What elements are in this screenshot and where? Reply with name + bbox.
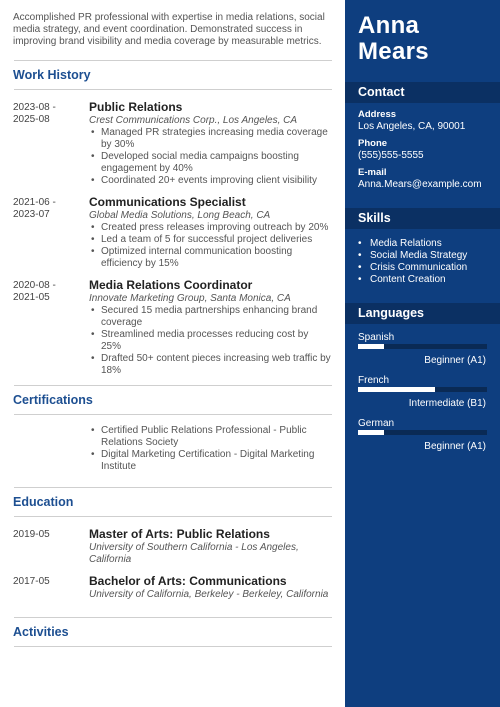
summary-text: Accomplished PR professional with expertise in media relations, social media strategy, and event coordination. Demonstrated success in improving brand visibility and media coverage by measurable metrics. xyxy=(13,12,325,47)
divider xyxy=(14,646,332,647)
job-bullets xyxy=(89,222,331,270)
job-bullet: • Led a team of 5 for successful project deliveries xyxy=(89,234,331,246)
section-title-certifications: Certifications xyxy=(13,393,93,407)
languages-heading: Languages xyxy=(345,303,500,324)
education-date: 2017-05 xyxy=(13,576,50,587)
language-bar xyxy=(358,387,487,392)
education-date: 2019-05 xyxy=(13,529,50,540)
certification-item: • Digital Marketing Certification - Digital Marketing Institute xyxy=(89,449,331,473)
company-name: Innovate Marketing Group, Santa Monica, CA xyxy=(89,293,291,304)
sidebar xyxy=(345,0,500,707)
address-label: Address xyxy=(358,109,397,120)
job-bullet: • Coordinated 20+ events improving client visibility xyxy=(89,175,331,187)
school-name: University of Southern California - Los Angeles, California xyxy=(89,542,299,565)
work-dates: 2021-06 - 2023-07 xyxy=(13,197,56,220)
languages-block xyxy=(345,324,500,453)
job-bullet: • Streamlined media processes reducing cost by 25% xyxy=(89,329,331,353)
section-title-activities: Activities xyxy=(13,625,69,639)
language-bar xyxy=(358,430,487,435)
work-entry xyxy=(13,100,332,187)
section-title-work-history: Work History xyxy=(13,68,91,82)
job-bullet: • Secured 15 media partnerships enhancing brand coverage xyxy=(89,305,331,329)
certification-item: • Certified Public Relations Professional - Public Relations Society xyxy=(89,425,331,449)
email-value: Anna.Mears@example.com xyxy=(358,179,482,190)
phone-value: (555)555-5555 xyxy=(358,150,424,161)
job-title: Media Relations Coordinator xyxy=(89,278,253,292)
work-entry xyxy=(13,195,332,270)
job-bullet: • Optimized internal communication boosting efficiency by 15% xyxy=(89,246,331,270)
skill-item: • Social Media Strategy xyxy=(358,250,487,262)
language-bar-fill xyxy=(358,430,384,435)
company-name: Crest Communications Corp., Los Angeles, CA xyxy=(89,115,298,126)
degree-title: Master of Arts: Public Relations xyxy=(89,527,270,541)
skills-heading: Skills xyxy=(345,208,500,229)
job-bullets xyxy=(89,127,331,187)
divider xyxy=(14,617,332,618)
skill-item: • Content Creation xyxy=(358,274,487,286)
job-title: Communications Specialist xyxy=(89,195,246,209)
work-history-list xyxy=(13,100,332,377)
degree-title: Bachelor of Arts: Communications xyxy=(89,574,287,588)
address-value: Los Angeles, CA, 90001 xyxy=(358,121,466,132)
email-label: E-mail xyxy=(358,167,387,178)
candidate-name xyxy=(345,0,500,82)
skill-item: • Crisis Communication xyxy=(358,262,487,274)
certifications-list xyxy=(13,425,331,473)
language-name: German xyxy=(358,418,395,429)
section-title-education: Education xyxy=(13,495,74,509)
school-name: University of California, Berkeley - Berkeley, California xyxy=(89,589,329,600)
job-bullet: • Created press releases improving outreach by 20% xyxy=(89,222,331,234)
language-level: Beginner (A1) xyxy=(424,355,486,366)
divider xyxy=(14,487,332,488)
language-name: Spanish xyxy=(358,332,395,343)
work-entry xyxy=(13,278,332,377)
last-name: Mears xyxy=(358,38,429,65)
skills-block xyxy=(345,229,500,303)
phone-label: Phone xyxy=(358,138,388,149)
contact-heading: Contact xyxy=(345,82,500,103)
language-bar xyxy=(358,344,487,349)
education-entry xyxy=(13,527,332,566)
contact-block xyxy=(345,103,500,208)
education-entry xyxy=(13,574,332,601)
job-bullet: • Drafted 50+ content pieces increasing web traffic by 18% xyxy=(89,353,331,377)
divider xyxy=(14,414,332,415)
divider xyxy=(14,89,332,90)
language-item xyxy=(345,332,500,367)
work-dates: 2020-08 - 2021-05 xyxy=(13,280,56,303)
first-name: Anna xyxy=(358,12,420,39)
language-item xyxy=(345,418,500,453)
language-bar-fill xyxy=(358,387,435,392)
language-name: French xyxy=(358,375,390,386)
language-level: Intermediate (B1) xyxy=(408,398,486,409)
language-item xyxy=(345,375,500,410)
job-title: Public Relations xyxy=(89,100,183,114)
skill-item: • Media Relations xyxy=(358,238,487,250)
language-bar-fill xyxy=(358,344,384,349)
work-dates: 2023-08 - 2025-08 xyxy=(13,102,56,125)
divider xyxy=(14,60,332,61)
language-level: Beginner (A1) xyxy=(424,441,486,452)
divider xyxy=(14,516,332,517)
job-bullet: • Developed social media campaigns boosting engagement by 40% xyxy=(89,151,331,175)
job-bullets xyxy=(89,305,331,377)
divider xyxy=(14,385,332,386)
company-name: Global Media Solutions, Long Beach, CA xyxy=(89,210,271,221)
job-bullet: • Managed PR strategies increasing media coverage by 30% xyxy=(89,127,331,151)
